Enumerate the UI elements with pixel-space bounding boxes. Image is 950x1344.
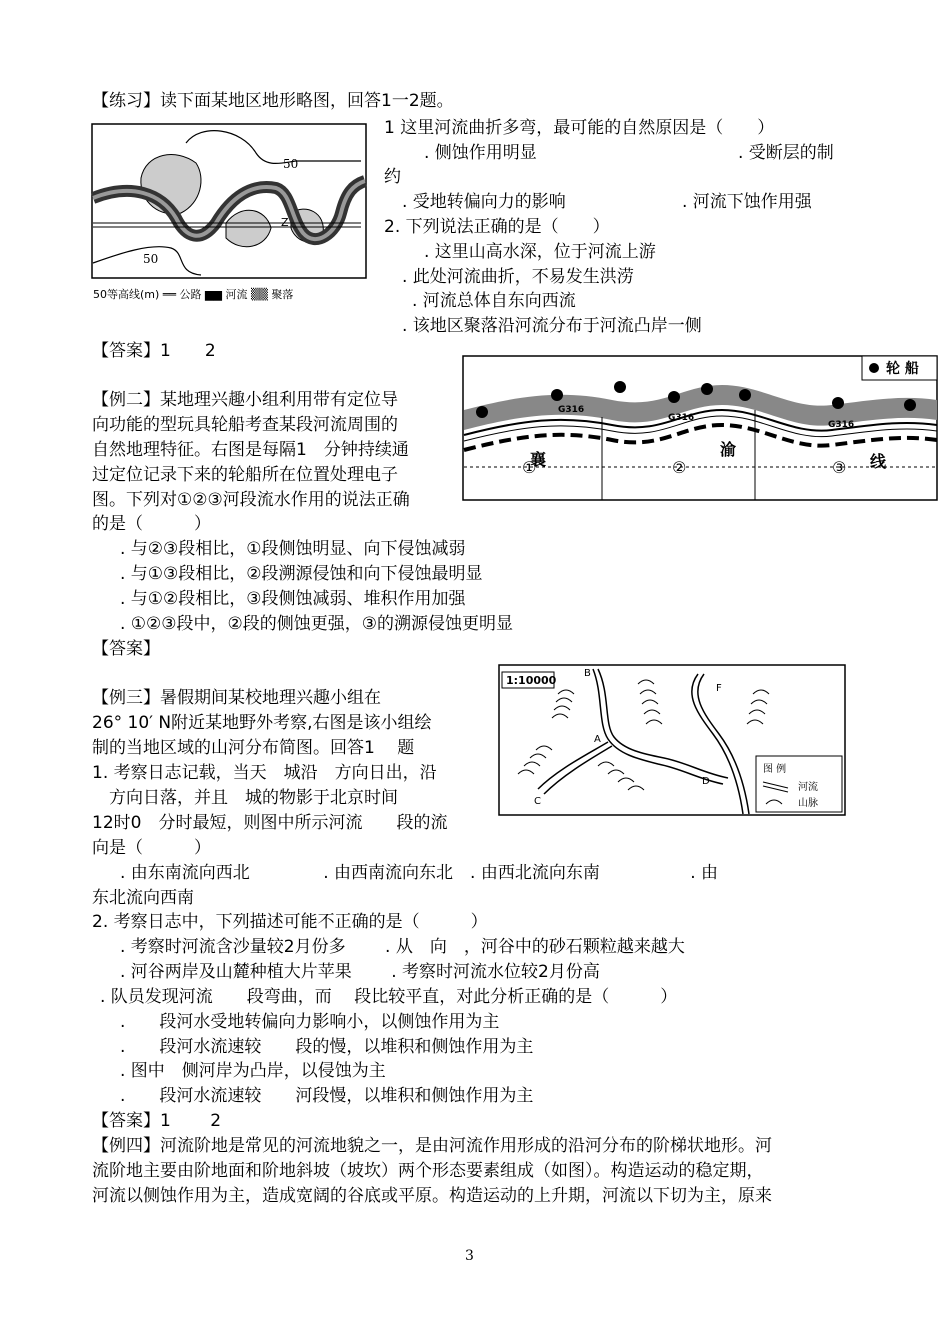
page-number: 3 bbox=[465, 1248, 474, 1264]
ex3-stem-line2: 26° 10′ N附近某地野外考察,右图是该小组绘 bbox=[92, 713, 432, 733]
map-legend: 50等高线(m) ══ 公路 ▆▆ 河流 ▒▒ 聚落 bbox=[93, 288, 294, 301]
q1-option-d: . 河流下蚀作用强 bbox=[682, 192, 812, 212]
q2-option-c: . 河流总体自东向西流 bbox=[412, 291, 576, 311]
road-label: G316 bbox=[668, 413, 695, 423]
ex2-option-a: . 与②③段相比，①段侧蚀明显、向下侵蚀减弱 bbox=[120, 539, 466, 559]
railway-label: 襄 bbox=[530, 450, 547, 469]
point-label-d: D bbox=[702, 776, 710, 787]
ex4-line3: 河流以侧蚀作用为主，造成宽阔的谷底或平原。构造运动的上升期，河流以下切为主，原来 bbox=[92, 1186, 772, 1206]
q1-option-a: . 侧蚀作用明显 bbox=[424, 143, 537, 163]
point-label-f: F bbox=[716, 683, 722, 694]
ex2-option-d: . ①②③段中，②段的侧蚀更强，③的溯源侵蚀更明显 bbox=[120, 614, 514, 634]
legend-title: 图 例 bbox=[763, 764, 787, 775]
ex3-q2-stem: 2. 考察日志中，下列描述可能不正确的是（ ） bbox=[92, 912, 488, 932]
q1-stem: 1 这里河流曲折多弯，最可能的自然原因是（ ） bbox=[384, 118, 775, 138]
ex3-q3-option-c: . 图中 侧河岸为凸岸，以侵蚀为主 bbox=[120, 1061, 386, 1081]
point-label-a: A bbox=[594, 734, 601, 745]
q1-option-b-cont: 约 bbox=[384, 167, 401, 187]
point-label-c: C bbox=[534, 796, 541, 807]
ex2-stem-line1: 【例二】某地理兴趣小组利用带有定位导 bbox=[92, 390, 398, 410]
ex3-q1-line4: 向是（ ） bbox=[92, 838, 211, 858]
ex2-option-c: . 与①②段相比，③段侧蚀减弱、堆积作用加强 bbox=[120, 589, 466, 609]
ex2-answer: 【答案】 bbox=[92, 639, 160, 659]
ex3-q1-options: . 由东南流向西北 . 由西南流向东北 . 由西北流向东南 . 由 bbox=[120, 863, 719, 883]
practice-answer: 【答案】1 2 bbox=[92, 341, 216, 361]
road-label: G316 bbox=[828, 420, 855, 430]
ex3-q2-options-ab: . 考察时河流含沙量较2月份多 . 从 向 ，河谷中的砂石颗粒越来越大 bbox=[120, 937, 685, 957]
ex2-stem-line6: 的是（ ） bbox=[92, 514, 211, 534]
railway-label: 线 bbox=[870, 452, 887, 471]
q1-option-c: . 受地转偏向力的影响 bbox=[402, 192, 566, 212]
ex3-stem-line1: 【例三】暑假期间某校地理兴趣小组在 bbox=[92, 688, 381, 708]
road-label: G316 bbox=[558, 405, 585, 415]
ex2-option-b: . 与①③段相比，②段溯源侵蚀和向下侵蚀最明显 bbox=[120, 564, 483, 584]
ex3-q1-line3: 12时0 分时最短，则图中所示河流 段的流 bbox=[92, 813, 448, 833]
ex2-stem-line5: 图。下列对①②③河段流水作用的说法正确 bbox=[92, 490, 410, 510]
segment-2-label: ② bbox=[672, 458, 687, 477]
q2-option-a: . 这里山高水深，位于河流上游 bbox=[424, 242, 656, 262]
legend-mountain: 山脉 bbox=[798, 798, 818, 809]
q1-option-b: . 受断层的制 bbox=[738, 143, 834, 163]
contour-label: 50 bbox=[143, 252, 159, 266]
point-label-b: B bbox=[584, 668, 591, 679]
mountain-river-sketch bbox=[498, 664, 846, 816]
ship-track-figure bbox=[462, 355, 940, 503]
ex2-stem-line2: 向功能的型玩具轮船考查某段河流周围的 bbox=[92, 415, 398, 435]
railway-label: 渝 bbox=[720, 440, 737, 459]
legend-ship: 轮 船 bbox=[886, 361, 919, 377]
scale-label: 1:10000 bbox=[506, 674, 557, 687]
segment-3-label: ③ bbox=[832, 458, 847, 477]
terrain-sketch-map bbox=[91, 123, 367, 305]
ex3-q3-option-a: . 段河水受地转偏向力影响小，以侧蚀作用为主 bbox=[120, 1012, 500, 1032]
q2-stem: 2. 下列说法正确的是（ ） bbox=[384, 217, 610, 237]
ex3-q3-stem: . 队员发现河流 段弯曲，而 段比较平直，对此分析正确的是（ ） bbox=[100, 987, 678, 1007]
segment-1-label: ① bbox=[522, 458, 537, 477]
ex3-answer: 【答案】1 2 bbox=[92, 1111, 222, 1131]
ex2-stem-line4: 过定位记录下来的轮船所在位置处理电子 bbox=[92, 465, 398, 485]
ex3-q3-option-b: . 段河水流速较 段的慢，以堆积和侧蚀作用为主 bbox=[120, 1037, 534, 1057]
ex2-stem-line3: 自然地理特征。右图是每隔1 分钟持续通 bbox=[92, 440, 409, 460]
legend-river: 河流 bbox=[798, 782, 818, 793]
point-label-z: Z bbox=[281, 216, 289, 229]
contour-label: 50 bbox=[283, 157, 299, 171]
practice-header: 【练习】读下面某地区地形略图，回答1一2题。 bbox=[92, 91, 454, 111]
ex3-stem-line3: 制的当地区域的山河分布简图。回答1 题 bbox=[92, 738, 415, 758]
ex4-line1: 【例四】河流阶地是常见的河流地貌之一，是由河流作用形成的沿河分布的阶梯状地形。河 bbox=[92, 1136, 772, 1156]
ex3-q1-line1: 1. 考察日志记载，当天 城沿 方向日出，沿 bbox=[92, 763, 437, 783]
ex3-q2-options-cd: . 河谷两岸及山麓种植大片苹果 . 考察时河流水位较2月份高 bbox=[120, 962, 600, 982]
ex3-q1-options-cont: 东北流向西南 bbox=[92, 888, 194, 908]
ex4-line2: 流阶地主要由阶地面和阶地斜坡（坡坎）两个形态要素组成（如图）。构造运动的稳定期， bbox=[92, 1161, 764, 1181]
ex3-q1-line2: 方向日落，并且 城的物影于北京时间 bbox=[92, 788, 398, 808]
q2-option-d: . 该地区聚落沿河流分布于河流凸岸一侧 bbox=[402, 316, 702, 336]
q2-option-b: . 此处河流曲折，不易发生洪涝 bbox=[402, 267, 634, 287]
ex3-q3-option-d: . 段河水流速较 河段慢，以堆积和侧蚀作用为主 bbox=[120, 1086, 534, 1106]
